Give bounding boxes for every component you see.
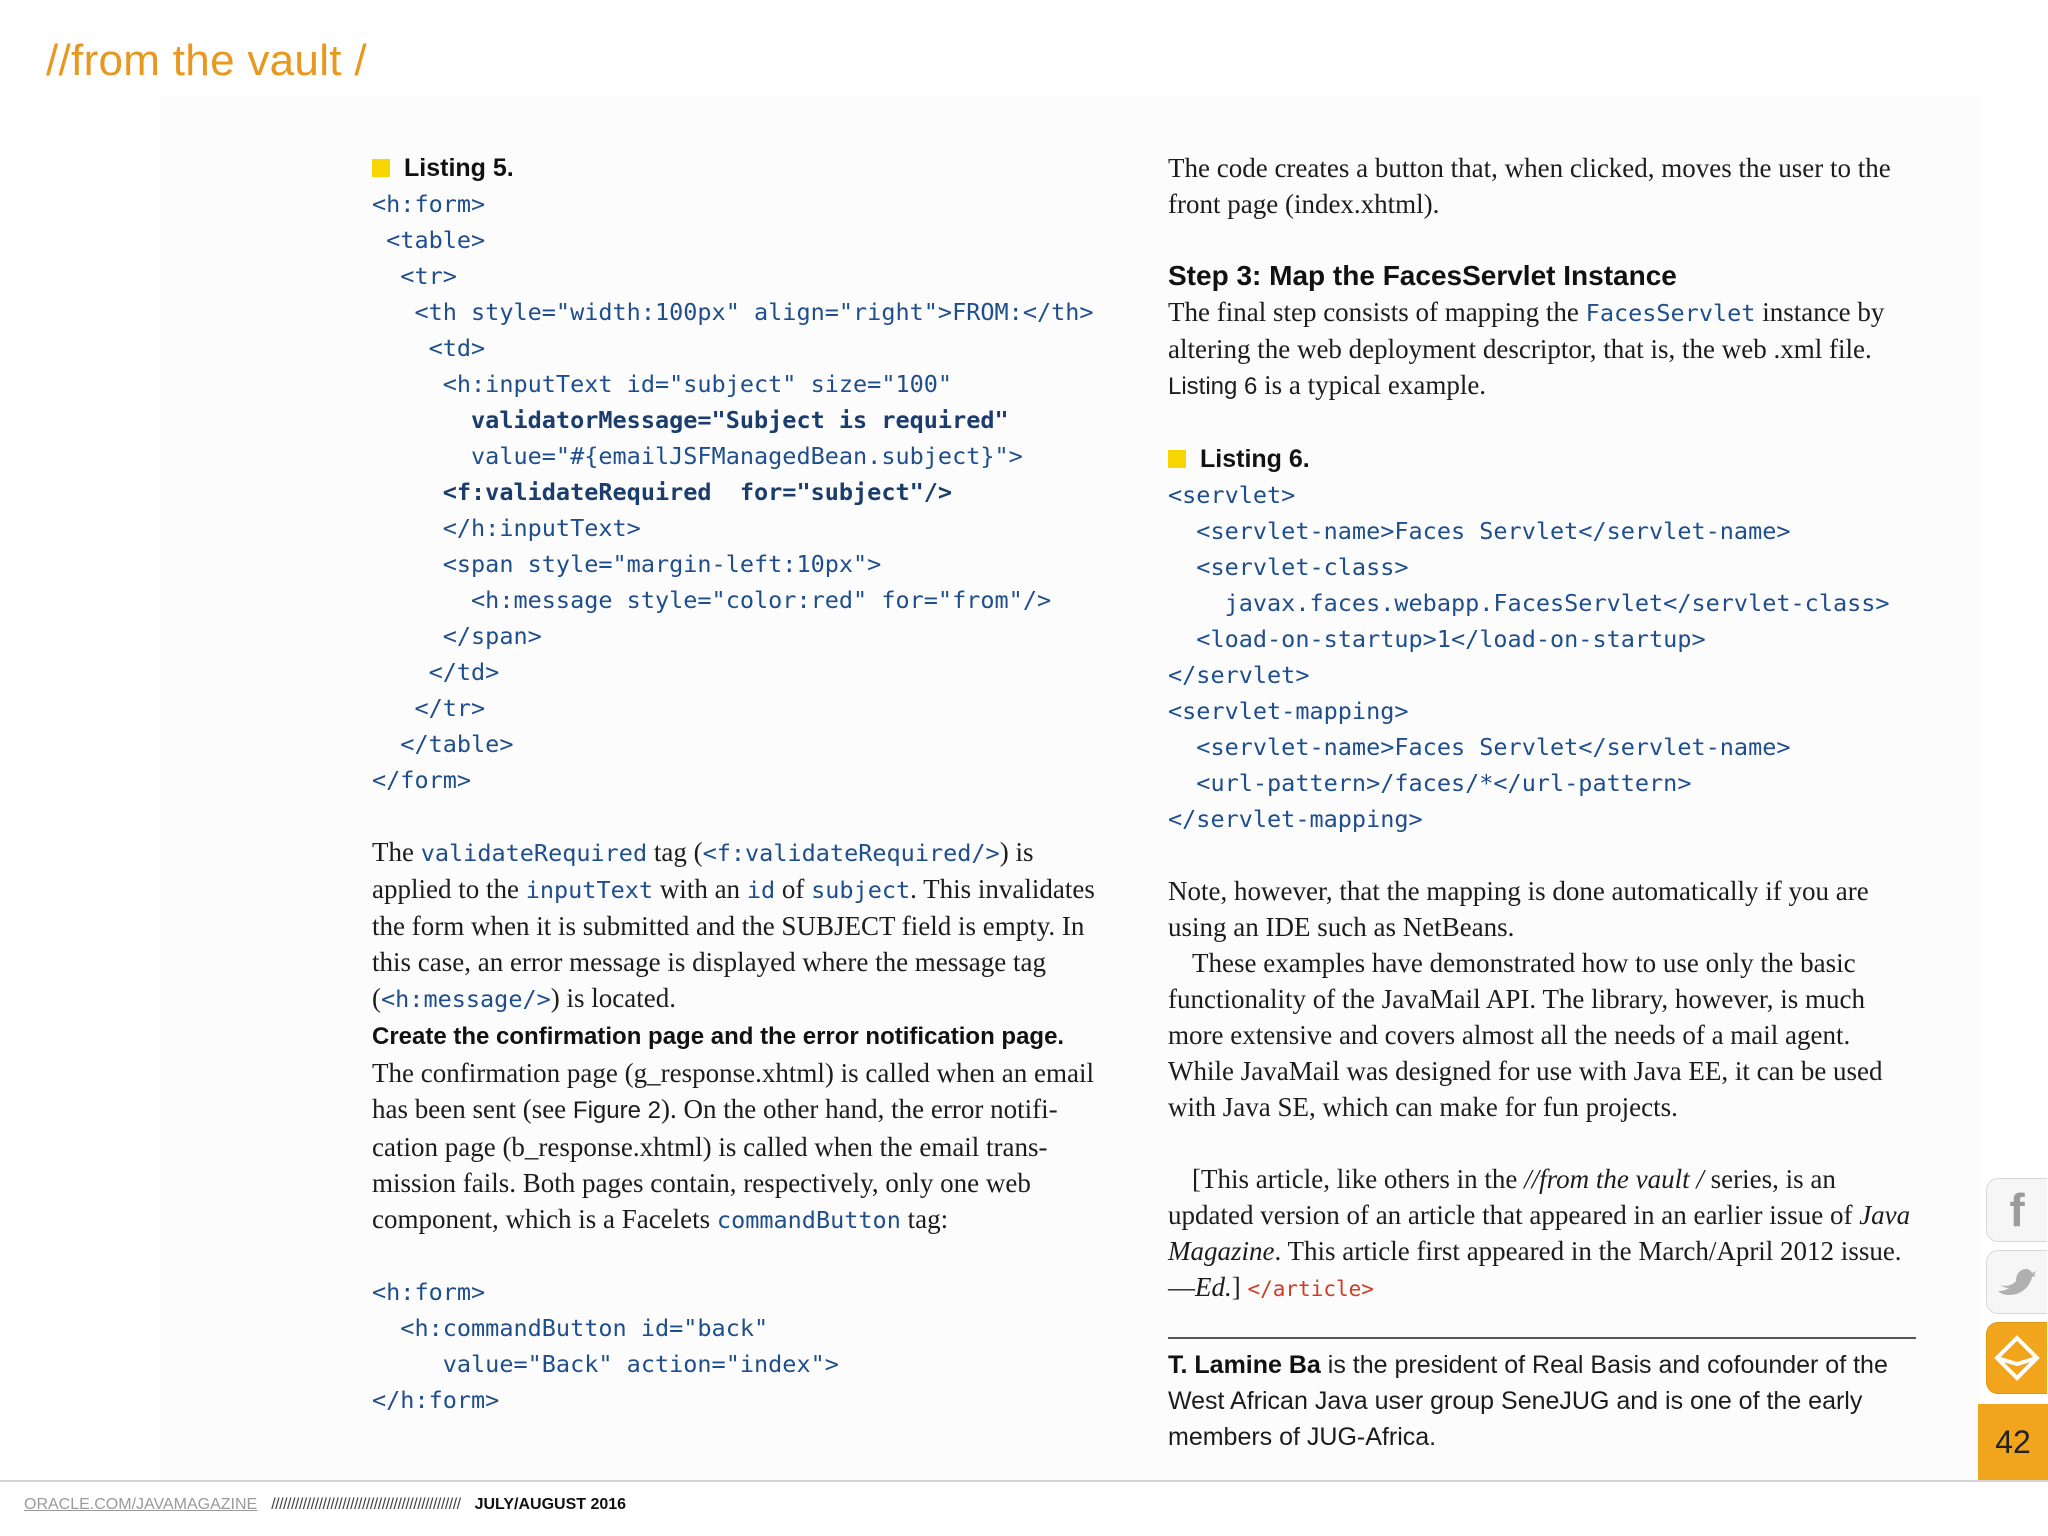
code-line: </h:form> — [372, 1386, 500, 1414]
code-line: <h:commandButton id="back" — [372, 1314, 769, 1342]
bio-divider — [1168, 1337, 1916, 1339]
issue-date: JULY/AUGUST 2016 — [474, 1496, 627, 1513]
body-paragraph: These examples have demonstrated how to use only the basic functionality of the JavaMail API. The library, however, is much more extensive and covers almost all the needs of a mail agent. While JavaMail was designed for use with Java EE, it can be used with Java SE, which can make for fun projects. — [1168, 948, 1883, 1122]
listing-5-code — [372, 186, 1112, 798]
listing-6-code — [1168, 477, 1916, 837]
facebook-icon: f — [2009, 1184, 2025, 1236]
listing-reference: Listing 6 — [1168, 373, 1258, 400]
code-line: <h:inputText id="subject" size="100" — [372, 370, 953, 398]
code-line: <table> — [372, 226, 486, 254]
twitter-share-button[interactable] — [1986, 1250, 2047, 1314]
code-line: <th style="width:100px" align="right">FROM:</th> — [372, 298, 1094, 326]
code-line: </servlet-mapping> — [1168, 805, 1423, 833]
code-line: </servlet> — [1168, 661, 1310, 689]
code-line: <servlet-mapping> — [1168, 697, 1409, 725]
body-paragraph: Note, however, that the mapping is done automatically if you are using an IDE such as NetBeans. — [1168, 876, 1869, 942]
listing-6-label: Listing 6. — [1168, 441, 1916, 477]
twitter-icon — [1997, 1265, 2037, 1299]
code-line: javax.faces.webapp.FacesServlet</servlet-class> — [1168, 589, 1890, 617]
code-line: </table> — [372, 730, 514, 758]
code-line: <load-on-startup>1</load-on-startup> — [1168, 625, 1706, 653]
body-paragraph: The final step consists of mapping the FacesServlet instance by altering the web deployment descriptor, that is, the web .xml file. Listing 6 is a typical example. — [1168, 297, 1885, 400]
code-line: <f:validateRequired for="subject"/> — [372, 478, 953, 506]
footer-divider — [0, 1480, 2048, 1482]
listing-5-label: Listing 5. — [372, 150, 1112, 186]
code-line: <servlet-name>Faces Servlet</servlet-name> — [1168, 517, 1791, 545]
body-paragraph: Create the confirmation page and the error notification page. The confirmation page (g_response.xhtml) is called when an email has been sent (see Figure 2). On the other hand, the error notification page (b_response.xhtml) is called when the email transmission fails. Both pages contain, respectively, only one web component, which is a Facelets commandButton tag: — [372, 1023, 1095, 1234]
body-paragraph: The validateRequired tag (<f:validateRequired/>) is applied to the inputText with an id of subject. This invalidates the form when it is submitted and the SUBJECT field is empty. In this case, an error message is displayed where the message tag (<h:message/>) is located. — [372, 837, 1095, 1013]
email-share-button[interactable] — [1986, 1322, 2047, 1394]
email-icon — [1994, 1335, 2040, 1381]
listing-marker-icon — [1168, 450, 1186, 468]
footer-divider-slashes: //////////////////////////////////////////////// — [271, 1496, 461, 1513]
code-line: <h:form> — [372, 190, 486, 218]
section-header: //from the vault / — [46, 36, 367, 85]
code-line: <h:message style="color:red" for="from"/> — [372, 586, 1052, 614]
code-snippet — [372, 1274, 1112, 1418]
footer — [24, 1496, 626, 1514]
listing-marker-icon — [372, 159, 390, 177]
code-line: <servlet-name>Faces Servlet</servlet-name> — [1168, 733, 1791, 761]
code-line: <span style="margin-left:10px"> — [372, 550, 882, 578]
author-name: T. Lamine Ba — [1168, 1351, 1321, 1379]
code-line: </td> — [372, 658, 500, 686]
right-column — [1168, 150, 1916, 1455]
article-end-tag: </article> — [1247, 1277, 1374, 1301]
code-line: <h:form> — [372, 1278, 486, 1306]
magazine-site-link[interactable]: ORACLE.COM/JAVAMAGAZINE — [24, 1496, 258, 1513]
body-paragraph: The code creates a button that, when clicked, moves the user to the front page (index.xhtml). — [1168, 153, 1891, 219]
run-in-heading: Create the confirmation page and the error notification page. — [372, 1023, 1065, 1050]
code-line: value="#{emailJSFManagedBean.subject}"> — [372, 442, 1023, 470]
author-bio: T. Lamine Ba is the president of Real Basis and cofounder of the West African Java user group SeneJUG and is one of the early members of JUG-Africa. — [1168, 1351, 1888, 1451]
code-line: <url-pattern>/faces/*</url-pattern> — [1168, 769, 1692, 797]
code-line: </tr> — [372, 694, 486, 722]
code-line: validatorMessage="Subject is required" — [372, 406, 1009, 434]
left-column — [372, 150, 1112, 1418]
code-line: <td> — [372, 334, 486, 362]
facebook-share-button[interactable] — [1986, 1178, 2047, 1242]
code-line: value="Back" action="index"> — [372, 1350, 839, 1378]
code-line: </h:inputText> — [372, 514, 641, 542]
figure-reference: Figure 2 — [572, 1097, 661, 1124]
code-line: </form> — [372, 766, 472, 794]
editor-note: [This article, like others in the //from the vault / series, is an updated version of an article that appeared in an earlier issue of Java Magazine. This article first appeared in the March/April 2012 issue. —Ed.] </article> — [1168, 1164, 1911, 1302]
code-line: <tr> — [372, 262, 457, 290]
code-line: </span> — [372, 622, 542, 650]
code-line: <servlet-class> — [1168, 553, 1409, 581]
page-number: 42 — [1978, 1404, 2048, 1480]
step-heading: Step 3: Map the FacesServlet Instance — [1168, 260, 1677, 291]
code-line: <servlet> — [1168, 481, 1296, 509]
